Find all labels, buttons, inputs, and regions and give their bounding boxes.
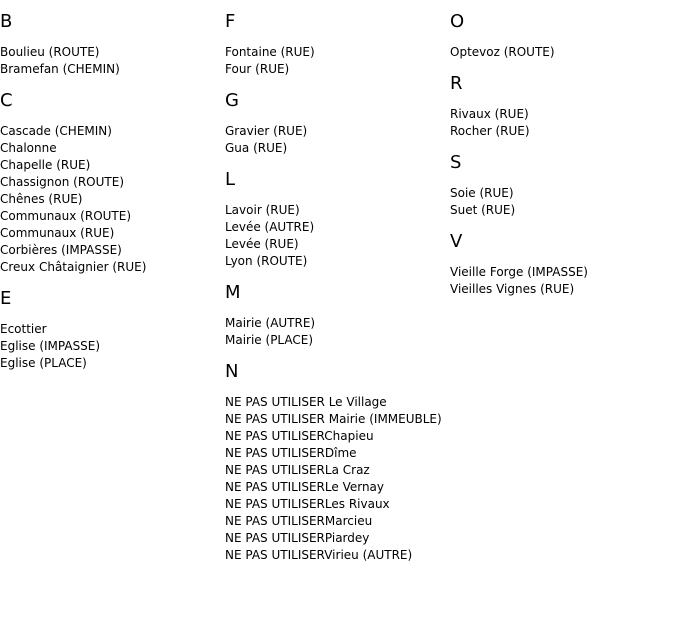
letter-heading: L <box>225 169 236 190</box>
street-entry[interactable]: NE PAS UTILISERDîme <box>225 446 357 460</box>
letter-heading: B <box>0 11 13 32</box>
street-entry[interactable]: Gua (RUE) <box>225 141 288 155</box>
letter-group <box>450 11 675 61</box>
street-entry[interactable]: Four (RUE) <box>225 62 290 76</box>
letter-group <box>450 73 675 140</box>
street-entry[interactable]: Rocher (RUE) <box>450 124 530 138</box>
street-entry[interactable]: NE PAS UTILISER Mairie (IMMEUBLE) <box>225 412 442 426</box>
street-entry[interactable]: Gravier (RUE) <box>225 124 308 138</box>
street-entry[interactable]: NE PAS UTILISERPiardey <box>225 531 370 545</box>
street-entry[interactable]: Lyon (ROUTE) <box>225 254 308 268</box>
street-entry[interactable]: Levée (RUE) <box>225 237 299 251</box>
street-entry[interactable]: Lavoir (RUE) <box>225 203 300 217</box>
street-entry[interactable]: Cascade (CHEMIN) <box>0 124 112 138</box>
letter-heading: S <box>450 152 462 173</box>
street-entry[interactable]: Vieille Forge (IMPASSE) <box>450 265 588 279</box>
street-entry[interactable]: Mairie (PLACE) <box>225 333 314 347</box>
street-entry[interactable]: NE PAS UTILISERLes Rivaux <box>225 497 390 511</box>
letter-group <box>225 11 450 78</box>
letter-heading: R <box>450 73 463 94</box>
letter-group <box>0 90 225 276</box>
street-column <box>225 11 450 576</box>
street-entry[interactable]: Communaux (ROUTE) <box>0 209 132 223</box>
letter-group <box>0 11 225 78</box>
letter-group <box>225 169 450 270</box>
street-entry[interactable]: Fontaine (RUE) <box>225 45 315 59</box>
letter-heading: N <box>225 361 239 382</box>
street-entry[interactable]: Chassignon (ROUTE) <box>0 175 125 189</box>
street-entry[interactable]: Suet (RUE) <box>450 203 516 217</box>
street-entry[interactable]: Eglise (PLACE) <box>0 356 87 370</box>
street-entry[interactable]: Chapelle (RUE) <box>0 158 91 172</box>
street-entry[interactable]: Bramefan (CHEMIN) <box>0 62 120 76</box>
letter-heading: O <box>450 11 465 32</box>
street-entry[interactable]: Ecottier <box>0 322 47 336</box>
street-column <box>0 11 225 384</box>
street-entry[interactable]: Mairie (AUTRE) <box>225 316 316 330</box>
street-entry[interactable]: NE PAS UTILISERChapieu <box>225 429 374 443</box>
letter-group <box>450 231 675 298</box>
street-entry[interactable]: Vieilles Vignes (RUE) <box>450 282 575 296</box>
street-entry[interactable]: Eglise (IMPASSE) <box>0 339 101 353</box>
street-entry[interactable]: NE PAS UTILISERLa Craz <box>225 463 370 477</box>
street-entry[interactable]: Soie (RUE) <box>450 186 514 200</box>
letter-group <box>225 361 450 564</box>
street-entry[interactable]: NE PAS UTILISERLe Vernay <box>225 480 385 494</box>
letter-heading: G <box>225 90 239 111</box>
letter-heading: C <box>0 90 13 111</box>
street-entry[interactable]: NE PAS UTILISER Le Village <box>225 395 387 409</box>
street-entry[interactable]: Levée (AUTRE) <box>225 220 315 234</box>
street-entry[interactable]: Creux Châtaignier (RUE) <box>0 260 147 274</box>
letter-group <box>0 288 225 372</box>
letter-heading: V <box>450 231 463 252</box>
letter-group <box>225 90 450 157</box>
letter-heading: F <box>225 11 236 32</box>
street-entry[interactable]: Chalonne <box>0 141 57 155</box>
street-entry[interactable]: Boulieu (ROUTE) <box>0 45 100 59</box>
street-entry[interactable]: Corbières (IMPASSE) <box>0 243 122 257</box>
street-entry[interactable]: Optevoz (ROUTE) <box>450 45 555 59</box>
street-entry[interactable]: Communaux (RUE) <box>0 226 115 240</box>
street-entry[interactable]: Chênes (RUE) <box>0 192 83 206</box>
street-entry[interactable]: NE PAS UTILISERMarcieu <box>225 514 373 528</box>
letter-heading: M <box>225 282 241 303</box>
letter-group <box>450 152 675 219</box>
street-entry[interactable]: NE PAS UTILISERVirieu (AUTRE) <box>225 548 413 562</box>
letter-heading: E <box>0 288 12 309</box>
street-column <box>450 11 675 310</box>
letter-group <box>225 282 450 349</box>
street-entry[interactable]: Rivaux (RUE) <box>450 107 529 121</box>
